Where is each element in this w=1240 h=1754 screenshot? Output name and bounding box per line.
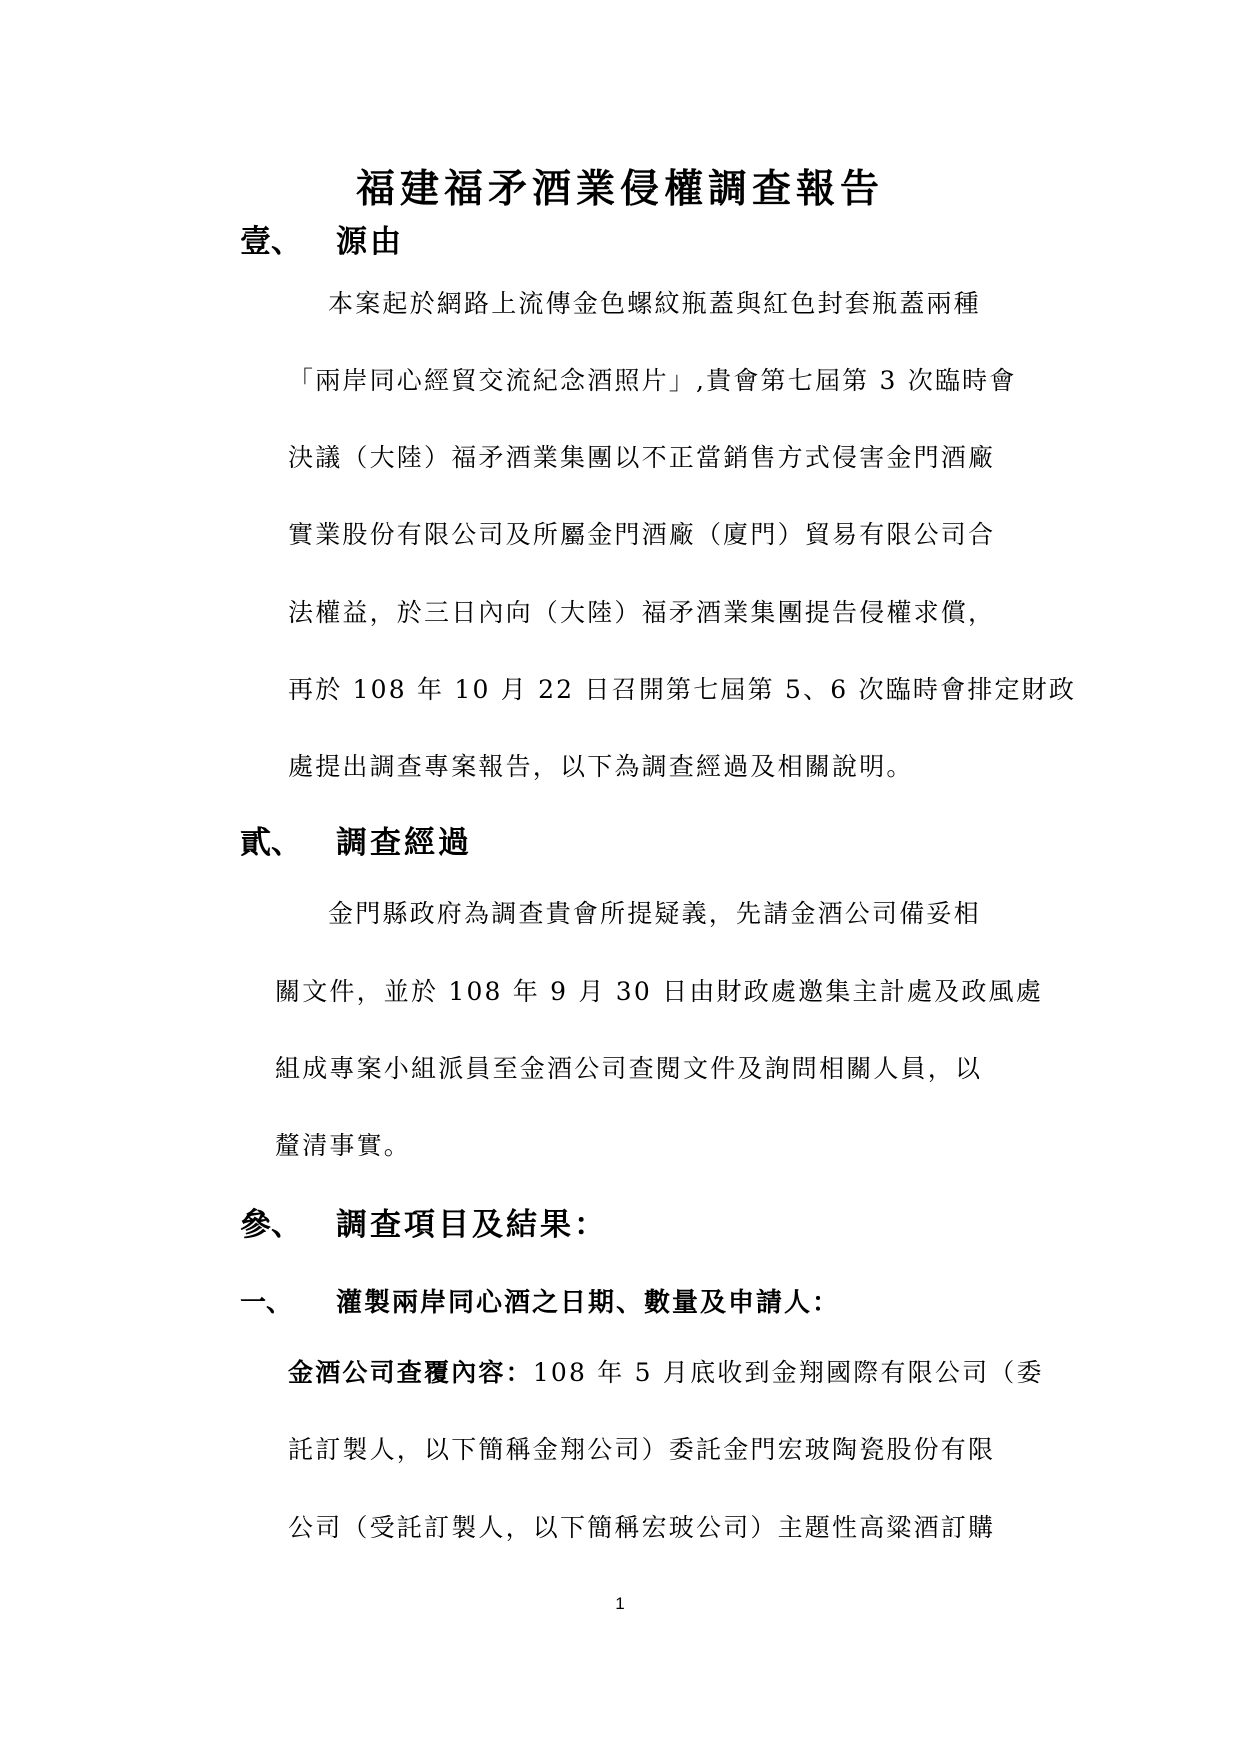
paragraph-line: 實業股份有限公司及所屬金門酒廠（廈門）貿易有限公司合 <box>288 520 996 549</box>
paragraph-line: 再於 108 年 10 月 22 日召開第七屆第 5、6 次臨時會排定財政 <box>288 675 1077 704</box>
section-number: 貳、 <box>240 825 302 861</box>
section-number: 壹、 <box>240 224 302 260</box>
paragraph-line: 公司（受託訂製人，以下簡稱宏玻公司）主題性高粱酒訂購 <box>288 1513 996 1542</box>
paragraph-line: 組成專案小組派員至金酒公司查閱文件及詢問相關人員，以 <box>275 1054 983 1083</box>
paragraph-line: 決議（大陸）福矛酒業集團以不正當銷售方式侵害金門酒廠 <box>288 443 996 472</box>
paragraph-line: 法權益，於三日內向（大陸）福矛酒業集團提告侵權求償， <box>288 598 996 627</box>
paragraph-line: 「兩岸同心經貿交流紀念酒照片」,貴會第七屆第 3 次臨時會 <box>288 366 1017 395</box>
paragraph-line <box>288 1356 1044 1390</box>
inline-label: 金酒公司查覆內容： <box>288 1358 533 1387</box>
page-number: 1 <box>615 1594 625 1613</box>
subsection-title: 灌製兩岸同心酒之日期、數量及申請人： <box>336 1288 841 1318</box>
section-title: 源由 <box>336 224 404 260</box>
document-title: 福建福矛酒業侵權調查報告 <box>355 166 884 212</box>
section-title: 調查項目及結果： <box>336 1207 608 1243</box>
section-heading-results <box>240 1205 940 1245</box>
paragraph-line: 關文件，並於 108 年 9 月 30 日由財政處邀集主計處及政風處 <box>275 977 1043 1006</box>
subsection-number: 一、 <box>240 1288 293 1318</box>
paragraph-line: 金門縣政府為調查貴會所提疑義，先請金酒公司備妥相 <box>328 899 981 928</box>
section-number: 參、 <box>240 1207 302 1243</box>
section-heading-origin <box>240 222 940 262</box>
section-heading-investigation <box>240 823 940 863</box>
subsection-heading <box>240 1283 940 1323</box>
section-title: 調查經過 <box>336 825 472 861</box>
paragraph-line: 釐清事實。 <box>275 1131 412 1160</box>
paragraph-line: 託訂製人，以下簡稱金翔公司）委託金門宏玻陶瓷股份有限 <box>288 1435 996 1464</box>
inline-text: 108 年 5 月底收到金翔國際有限公司（委 <box>532 1358 1044 1387</box>
paragraph-line: 處提出調查專案報告，以下為調查經過及相關說明。 <box>288 752 914 781</box>
paragraph-line: 本案起於網路上流傳金色螺紋瓶蓋與紅色封套瓶蓋兩種 <box>328 289 981 318</box>
